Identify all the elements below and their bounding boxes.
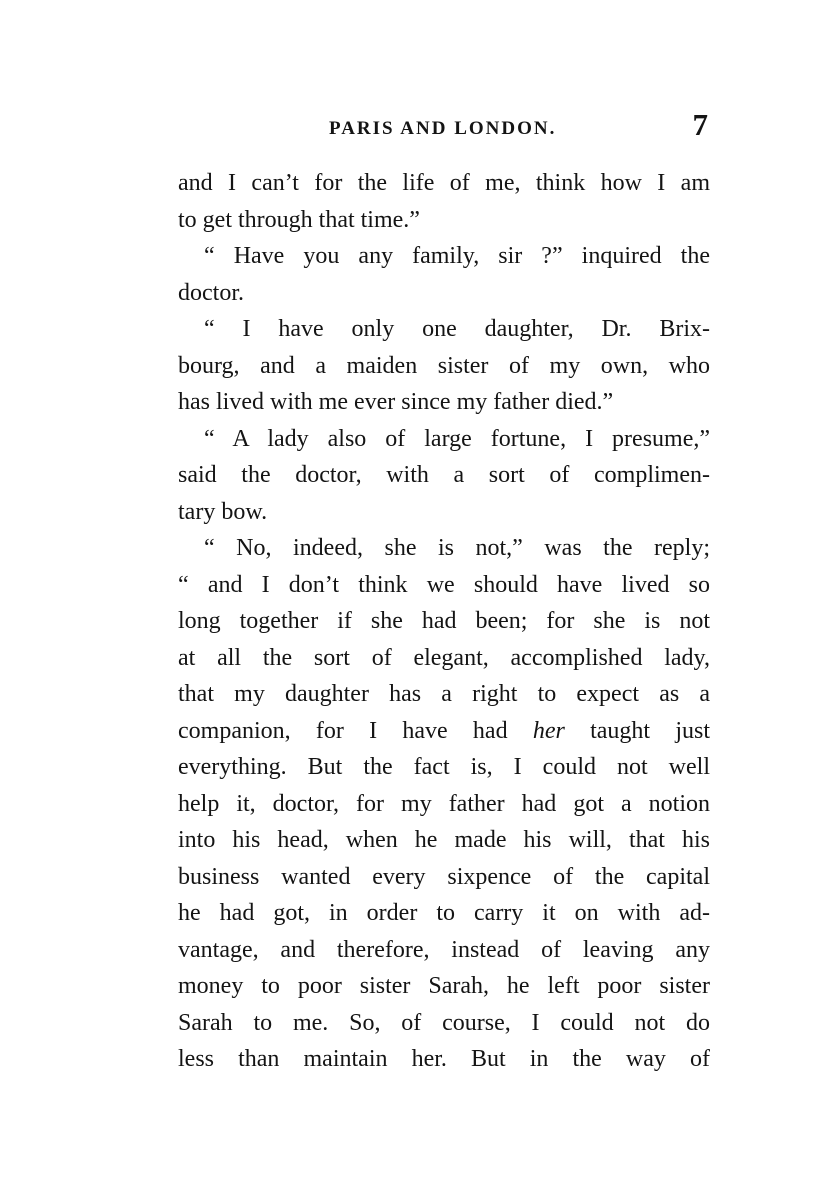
- text-line: help it, doctor, for my father had got a notion: [178, 790, 710, 817]
- running-head: [178, 108, 710, 148]
- text-line: said the doctor, with a sort of complimen-: [178, 462, 710, 488]
- text-line: into his head, when he made his will, that his: [178, 827, 710, 853]
- text-line: business wanted every sixpence of the capital: [178, 863, 710, 890]
- text-line: “ A lady also of large fortune, I presume,”: [204, 425, 710, 452]
- text-line: to get through that time.”: [178, 206, 420, 233]
- text-line: long together if she had been; for she is not: [178, 608, 710, 634]
- text-line: “ I have only one daughter, Dr. Brix-: [204, 316, 710, 342]
- text-line: “ No, indeed, she is not,” was the reply;: [204, 535, 710, 561]
- text-line: [178, 713, 710, 750]
- body-text: [178, 165, 710, 1078]
- text-line: has lived with me ever since my father died.”: [178, 389, 614, 415]
- text-line: and I can’t for the life of me, think how I am: [178, 170, 710, 196]
- text-span: taught just: [564, 717, 710, 744]
- page-number: 7: [692, 107, 708, 142]
- text-line: doctor.: [178, 279, 244, 306]
- text-line: “ and I don’t think we should have lived so: [178, 571, 710, 598]
- text-line: “ Have you any family, sir ?” inquired the: [204, 243, 710, 269]
- text-line: at all the sort of elegant, accomplished lady,: [178, 644, 710, 671]
- text-span: companion, for I have had: [178, 717, 533, 744]
- text-line: bourg, and a maiden sister of my own, who: [178, 352, 710, 379]
- text-line: he had got, in order to carry it on with ad-: [178, 900, 710, 926]
- italic-word: her: [532, 717, 565, 744]
- text-line: that my daughter has a right to expect as a: [178, 681, 710, 707]
- text-line: less than maintain her. But in the way of: [178, 1046, 710, 1072]
- text-line: tary bow.: [178, 498, 268, 525]
- text-line: Sarah to me. So, of course, I could not do: [178, 1009, 710, 1036]
- running-title: PARIS AND LONDON.: [329, 118, 557, 139]
- text-line: money to poor sister Sarah, he left poor sister: [178, 973, 710, 999]
- text-line: everything. But the fact is, I could not well: [178, 754, 710, 780]
- text-line: vantage, and therefore, instead of leaving any: [178, 936, 710, 963]
